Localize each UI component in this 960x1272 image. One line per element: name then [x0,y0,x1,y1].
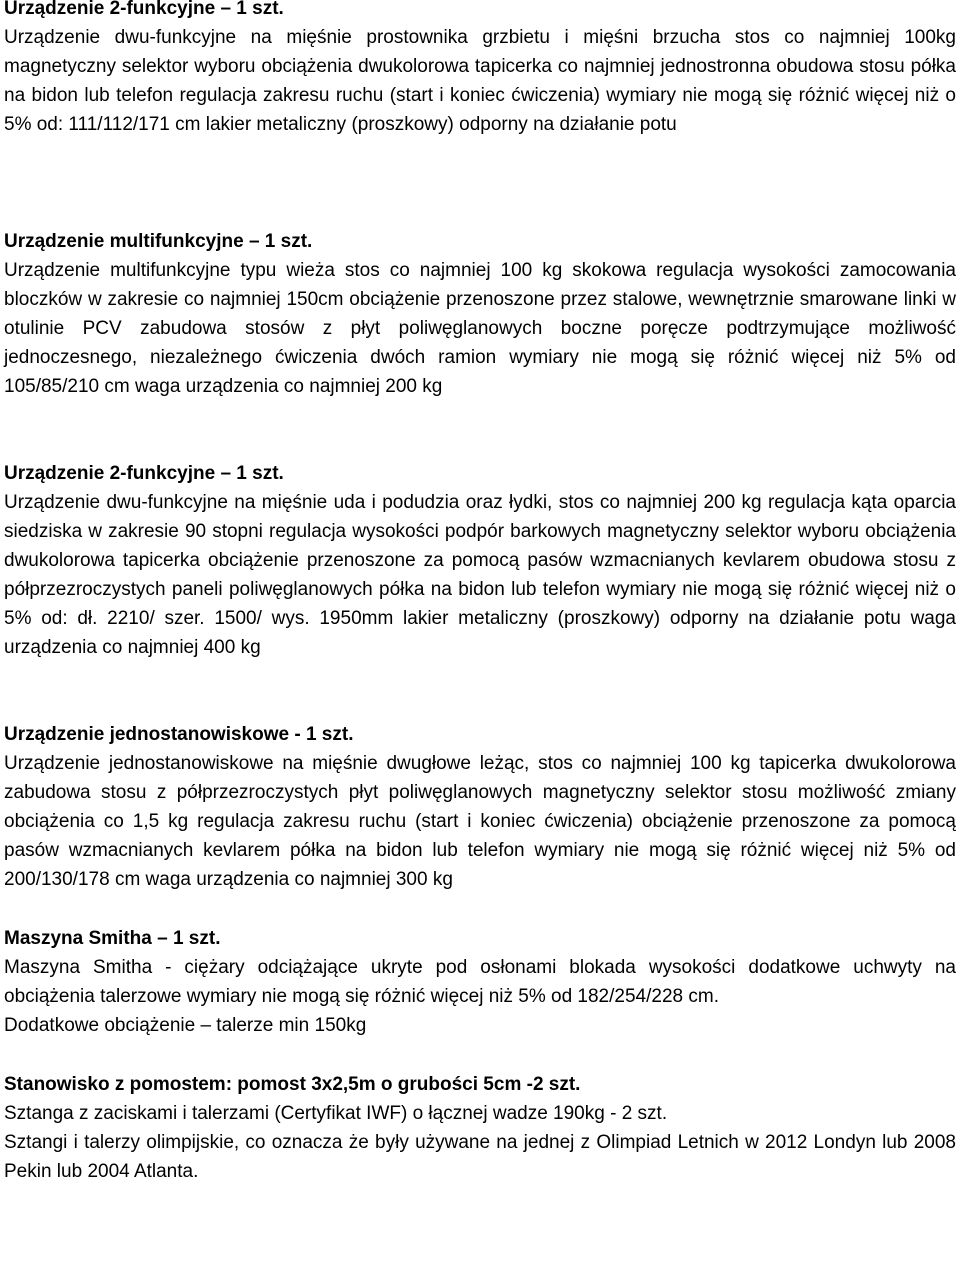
document-page [4,0,956,1186]
section-leg-machine [4,459,956,662]
section-item-olympic: Sztangi i talerzy olimpijskie, co oznacza że były używane na jednej z Olimpiad Letnich w 2012 Londyn lub 2008 Pekin lub 2004 Atlanta. [4,1132,956,1182]
section-description: Maszyna Smitha - ciężary odciążające ukryte pod osłonami blokada wysokości dodatkowe uchwyty na obciążenia talerzowe wymiary nie mogą się różnić więcej niż 5% od 182/254/228 cm. [4,957,956,1007]
section-single-station [4,720,956,894]
section-heading: Urządzenie 2-funkcyjne – 1 szt. [4,463,284,484]
section-heading: Urządzenie multifunkcyjne – 1 szt. [4,231,313,252]
section-heading: Stanowisko z pomostem: pomost 3x2,5m o grubości 5cm -2 szt. [4,1074,581,1095]
spacer [4,1040,956,1070]
section-item-barbell: Sztanga z zaciskami i talerzami (Certyfikat IWF) o łącznej wadze 190kg - 2 szt. [4,1103,668,1124]
spacer [4,139,956,227]
section-heading: Maszyna Smitha – 1 szt. [4,928,221,949]
section-description: Urządzenie dwu-funkcyjne na mięśnie uda i podudzia oraz łydki, stos co najmniej 200 kg regulacja kąta oparcia siedziska w zakresie 90 stopni regulacja wysokości podpór barkowych magnetyczny selektor wyboru obciążenia dwukolorowa tapicerka obciążenie przenoszone za pomocą pasów wzmacnianych kevlarem obudowa stosu z półprzezroczystych paneli poliwęglanowych półka na bidon lub telefon wymiary nie mogą się różnić więcej niż o 5% od: dł. 2210/ szer. 1500/ wys. 1950mm lakier metaliczny (proszkowy) odporny na działanie potu waga urządzenia co najmniej 400 kg [4,492,956,658]
section-platform-station [4,1070,956,1186]
spacer [4,401,956,459]
section-multifunction-tower [4,227,956,401]
spacer [4,662,956,720]
section-heading: Urządzenie 2-funkcyjne – 1 szt. [4,0,284,19]
section-description: Urządzenie jednostanowiskowe na mięśnie dwugłowe leżąc, stos co najmniej 100 kg tapicerka dwukolorowa zabudowa stosu z półprzezroczystych płyt poliwęglanowych magnetyczny selektor stosu możliwość zmiany obciążenia co 1,5 kg regulacja zakresu ruchu (start i koniec ćwiczenia) obciążenie przenoszone za pomocą pasów wzmacnianych kevlarem półka na bidon lub telefon wymiary nie mogą się różnić więcej niż 5% od 200/130/178 cm waga urządzenia co najmniej 300 kg [4,753,956,890]
section-description: Urządzenie dwu-funkcyjne na mięśnie prostownika grzbietu i mięśni brzucha stos co najmniej 100kg magnetyczny selektor wyboru obciążenia dwukolorowa tapicerka co najmniej jednostronna obudowa stosu półka na bidon lub telefon regulacja zakresu ruchu (start i koniec ćwiczenia) wymiary nie mogą się różnić więcej niż o 5% od: 111/112/171 cm lakier metaliczny (proszkowy) odporny na działanie potu [4,27,956,135]
section-back-abs-machine [4,0,956,139]
section-heading: Urządzenie jednostanowiskowe - 1 szt. [4,724,354,745]
spacer [4,894,956,924]
section-note: Dodatkowe obciążenie – talerze min 150kg [4,1015,367,1036]
section-smith-machine [4,924,956,1040]
section-description: Urządzenie multifunkcyjne typu wieża stos co najmniej 100 kg skokowa regulacja wysokości zamocowania bloczków w zakresie co najmniej 150cm obciążenie przenoszone przez stalowe, wewnętrznie smarowane linki w otulinie PCV zabudowa stosów z płyt poliwęglanowych boczne poręcze podtrzymujące możliwość jednoczesnego, niezależnego ćwiczenia dwóch ramion wymiary nie mogą się różnić więcej niż 5% od 105/85/210 cm waga urządzenia co najmniej 200 kg [4,260,956,397]
